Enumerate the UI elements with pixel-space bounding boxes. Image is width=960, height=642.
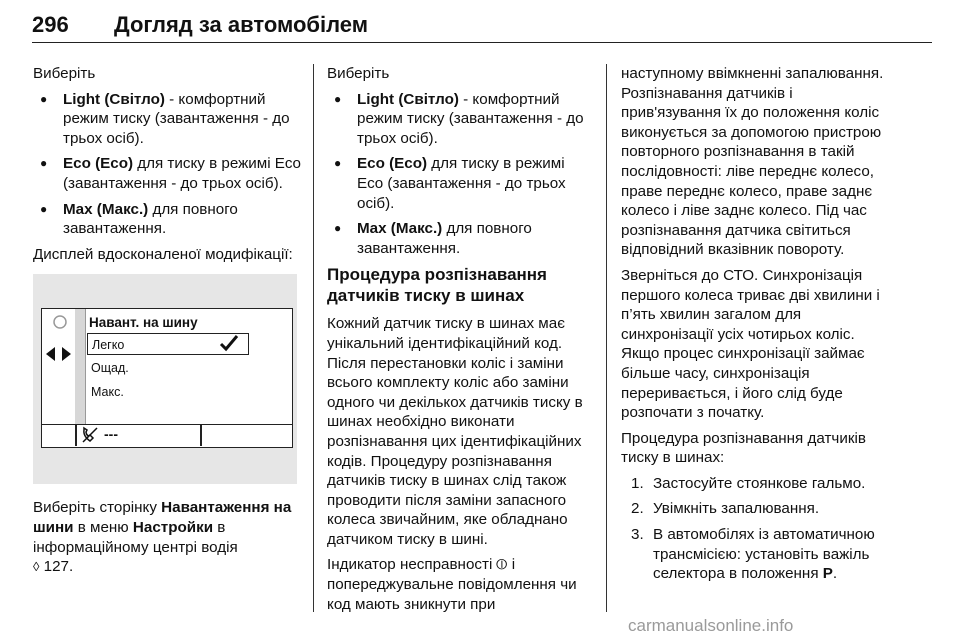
list-item: ● Eco (Eco) для тиску в режимі Eco (завантаження - до трьох осіб). xyxy=(327,154,589,213)
intro-text: Виберіть xyxy=(327,65,390,82)
list-item: ● Light (Світло) - комфортний режим тиску (завантаження - до трьох осіб). xyxy=(33,90,301,149)
display-footer xyxy=(42,424,292,446)
page-ref-icon: ◊ xyxy=(33,559,40,575)
page-title: Догляд за автомобілем xyxy=(114,12,369,37)
paragraph: Процедура розпізнавання датчиків тиску в шинах: xyxy=(621,429,866,467)
list-item: ● Max (Макс.) для повного завантаження. xyxy=(327,219,589,258)
display-item: Макс. xyxy=(91,385,124,400)
paragraph: наступному ввімкненні запалювання. Розпізнавання датчиків і прив'язування їх до положення коліс виконується за допомогою пристрою повторного розпізнавання в такій послідовності: ліве переднє колесо, праве переднє колесо, праве заднє колесо і ліве заднє колесо. Під час розпізнавання датчика світиться відповідний вказівник повороту. xyxy=(621,65,884,259)
list-item: 2. Увімкніть запалювання. xyxy=(631,500,820,518)
display-title: Навант. на шину xyxy=(89,315,198,331)
section-heading: Процедура розпізнавання датчиків тиску в шинах xyxy=(327,265,547,306)
list-item: ● Max (Макс.) для повного завантаження. xyxy=(33,200,301,239)
list-item: ● Light (Світло) - комфортний режим тиску (завантаження - до трьох осіб). xyxy=(327,90,589,149)
intro-text: Виберіть xyxy=(33,65,96,82)
mode-list xyxy=(327,90,589,259)
display-item-selected: Легко xyxy=(87,333,249,355)
display-title-row xyxy=(85,311,292,333)
paragraph: Індикатор несправності ⦶ і попереджувальне повідомлення чи код мають зникнути при xyxy=(327,556,577,613)
watermark: carmanualsonline.info xyxy=(628,616,794,635)
display-item: Ощад. xyxy=(91,361,129,376)
column-3 xyxy=(621,64,891,590)
mode-list xyxy=(33,90,301,239)
display-footer-divider xyxy=(200,425,202,446)
display-footer-text: --- xyxy=(104,426,118,443)
page-header xyxy=(32,8,932,43)
column-divider xyxy=(313,64,314,612)
display-label: Дисплей вдосконаленої модифікації: xyxy=(33,245,293,263)
page-ref: 127. xyxy=(39,558,74,576)
check-icon xyxy=(218,334,240,352)
nav-arrows-icon xyxy=(42,339,75,369)
page-number: 296 xyxy=(32,12,69,37)
paragraph: Зверніться до СТО. Синхронізація першого колеса триває дві хвилини і п’ять хвилин загалом для синхронізації усіх чотирьох коліс. Якщо процес синхронізації займає більше часу, синхронізація переривається, і його слід буде розпочати з початку. xyxy=(621,266,880,422)
steps-list xyxy=(621,474,891,584)
display-footer-divider xyxy=(75,425,77,446)
display-frame xyxy=(41,308,293,448)
list-item: 1. Застосуйте стоянкове гальмо. xyxy=(631,474,866,492)
paragraph: Кожний датчик тиску в шинах має унікальний ідентифікаційний код. Після перестановки коліс і заміни всього комплекту коліс або заміни одного чи декількох датчиків тиску в шинах необхідно виконати розпізнавання цих ідентифікаційних кодів. Процедуру розпізнавання датчиків тиску в шинах слід також проводити після заміни запасного колеса звичайним, яке обладнано датчиком тиску в шині. xyxy=(327,315,583,548)
list-item: 3. В автомобілях із автоматичною трансмісією: установіть важіль селектора в положення P. xyxy=(631,526,875,583)
column-1 xyxy=(33,64,301,583)
display-screenshot xyxy=(33,274,297,484)
column-2 xyxy=(327,64,589,620)
column-divider xyxy=(606,64,607,612)
malfunction-indicator-icon: ⦶ xyxy=(496,556,508,574)
tire-pressure-icon xyxy=(51,313,69,331)
phone-icon xyxy=(80,426,100,444)
list-item: ● Eco (Eco) для тиску в режимі Eco (завантаження - до трьох осіб). xyxy=(33,154,301,193)
select-instruction: Виберіть сторінку Навантаження на шини в меню Настройки в інформаційному центрі водія ◊ 127. xyxy=(33,499,292,576)
